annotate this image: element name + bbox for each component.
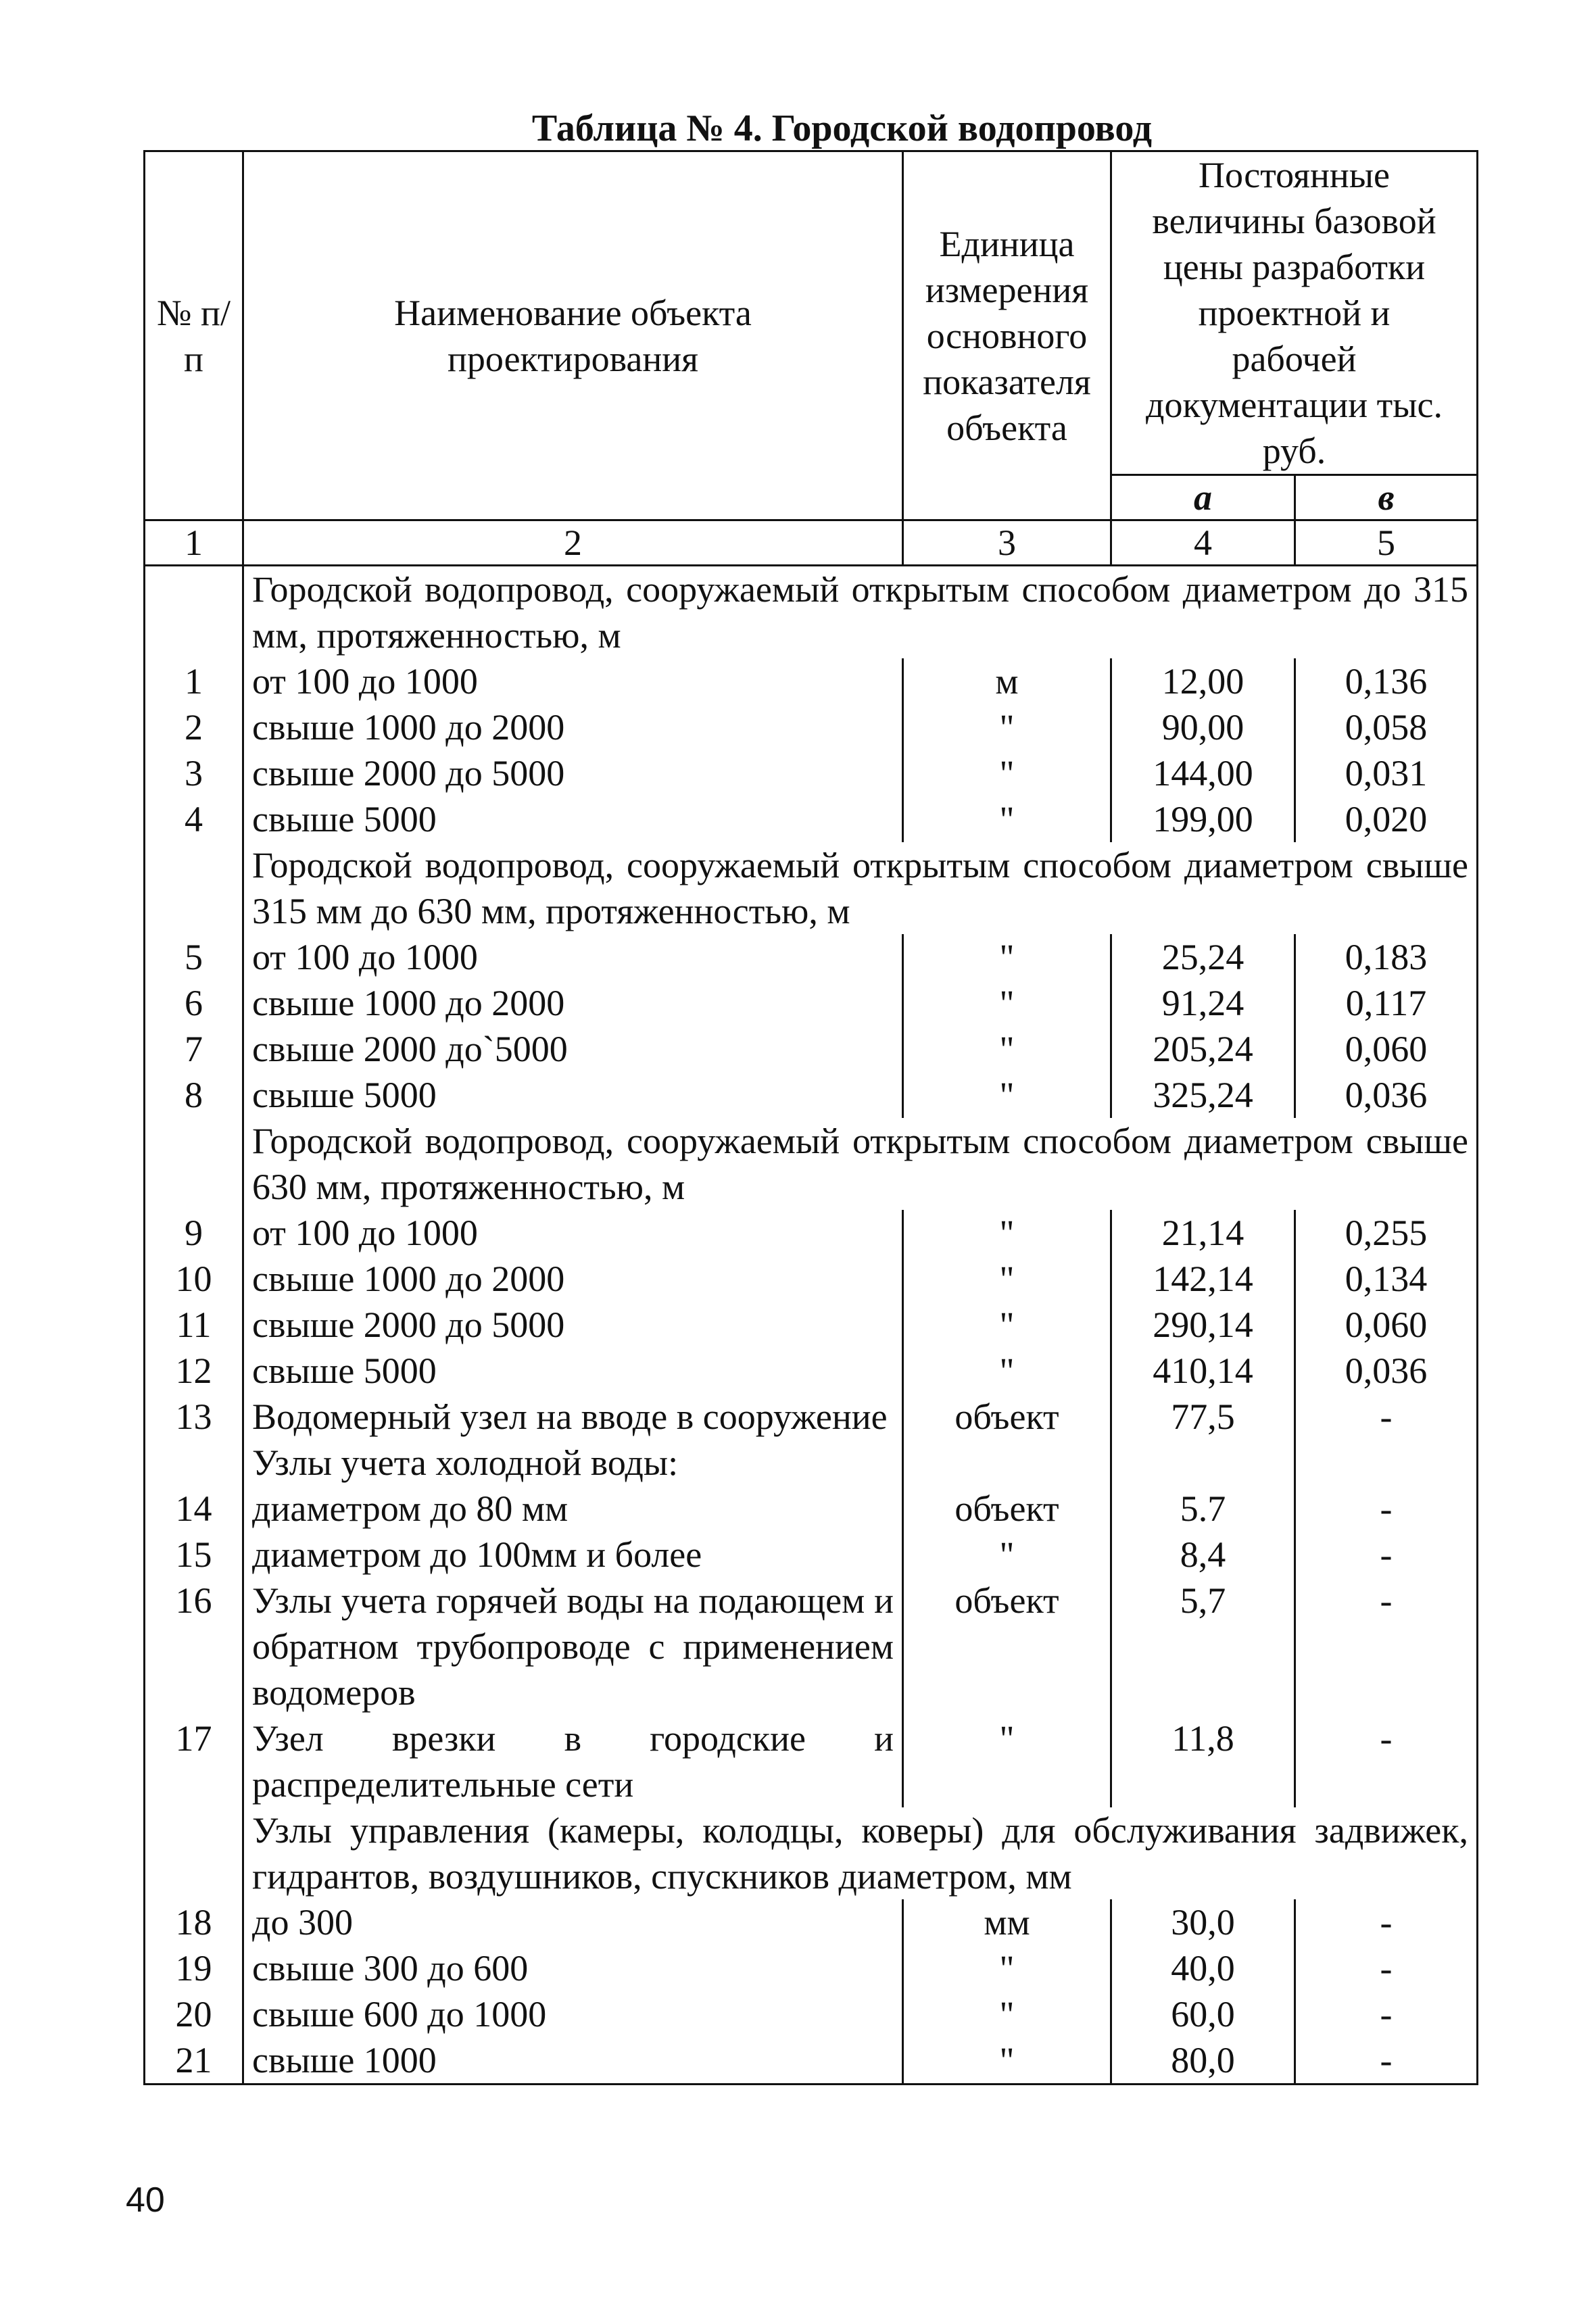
header-unit: Единица измерения основного показателя объекта [903,151,1111,520]
table-row [145,1256,1478,1302]
object-name: Узлы учета горячей воды на подающем и обратном трубопроводе с применением водомеров [243,1578,903,1715]
object-name: от 100 до 1000 [243,1210,903,1256]
water-supply-table [143,150,1478,2085]
header-sub-b: в [1295,475,1478,520]
value-a-cell: 21,14 [1111,1210,1295,1256]
row-number: 6 [145,980,243,1026]
value-a-cell: 25,24 [1111,934,1295,980]
unit-cell: " [903,1945,1111,1991]
object-name: до 300 [243,1899,903,1945]
value-b-cell: - [1295,2037,1478,2085]
unit-cell: " [903,1072,1111,1118]
row-number: 7 [145,1026,243,1072]
row-number: 3 [145,750,243,796]
value-b-cell: 0,020 [1295,796,1478,842]
object-name: свыше 300 до 600 [243,1945,903,1991]
table-row [145,1532,1478,1578]
header-price: Постоянные величины базовой цены разработки проектной и рабочей документации тыс. руб. [1111,151,1478,475]
value-b-cell: 0,036 [1295,1348,1478,1394]
value-a-cell: 5,7 [1111,1578,1295,1715]
value-a-cell: 5.7 [1111,1486,1295,1532]
value-b-cell [1295,1440,1478,1486]
object-name: свыше 1000 [243,2037,903,2085]
unit-cell: " [903,704,1111,750]
table-row [145,750,1478,796]
value-b-cell: 0,060 [1295,1302,1478,1348]
table-row [145,796,1478,842]
value-b-cell: 0,036 [1295,1072,1478,1118]
unit-cell: " [903,2037,1111,2085]
object-name: диаметром до 100мм и более [243,1532,903,1578]
row-number: 17 [145,1715,243,1807]
unit-cell: " [903,796,1111,842]
row-number: 11 [145,1302,243,1348]
object-name: свыше 2000 до 5000 [243,1302,903,1348]
row-number: 15 [145,1532,243,1578]
group-header-text: Городской водопровод, сооружаемый открытым способом диаметром свыше 315 мм до 630 мм, протяженностью, м [243,842,1478,934]
row-number: 21 [145,2037,243,2085]
object-name: свыше 600 до 1000 [243,1991,903,2037]
value-b-cell: 0,031 [1295,750,1478,796]
object-name: свыше 1000 до 2000 [243,980,903,1026]
value-b-cell: - [1295,1715,1478,1807]
col-number-5: 5 [1295,520,1478,566]
row-number-empty [145,1118,243,1210]
row-number: 5 [145,934,243,980]
group-header-row [145,1807,1478,1899]
value-a-cell: 90,00 [1111,704,1295,750]
object-name: свыше 5000 [243,796,903,842]
value-b-cell: - [1295,1486,1478,1532]
unit-cell: объект [903,1394,1111,1440]
group-header-row [145,842,1478,934]
value-b-cell: 0,060 [1295,1026,1478,1072]
unit-cell: " [903,934,1111,980]
value-b-cell: - [1295,1899,1478,1945]
col-number-2: 2 [243,520,903,566]
object-name: свыше 2000 до`5000 [243,1026,903,1072]
value-a-cell: 290,14 [1111,1302,1295,1348]
table-title: Таблица № 4. Городской водопровод [531,107,1153,149]
value-a-cell: 144,00 [1111,750,1295,796]
col-number-3: 3 [903,520,1111,566]
value-a-cell: 77,5 [1111,1394,1295,1440]
row-number: 9 [145,1210,243,1256]
table-row [145,1486,1478,1532]
row-number: 12 [145,1348,243,1394]
table-row [145,704,1478,750]
row-number: 8 [145,1072,243,1118]
unit-cell [903,1440,1111,1486]
row-number: 14 [145,1486,243,1532]
unit-cell: " [903,1715,1111,1807]
value-b-cell: 0,183 [1295,934,1478,980]
unit-cell: " [903,1026,1111,1072]
unit-cell: " [903,1256,1111,1302]
unit-cell: объект [903,1578,1111,1715]
value-b-cell: - [1295,1991,1478,2037]
value-b-cell: 0,058 [1295,704,1478,750]
object-name: Водомерный узел на вводе в сооружение [243,1394,903,1440]
header-sub-a: а [1111,475,1295,520]
group-header-row [145,1118,1478,1210]
object-name: свыше 5000 [243,1348,903,1394]
table-row [145,934,1478,980]
table-row [145,1578,1478,1715]
group-header-text: Узлы управления (камеры, колодцы, коверы) для обслуживания задвижек, гидрантов, воздушников, спускников диаметром, мм [243,1807,1478,1899]
table-body [145,566,1478,2085]
row-number: 10 [145,1256,243,1302]
table-row [145,1899,1478,1945]
row-number: 16 [145,1578,243,1715]
object-name: Узел врезки в городские и распределительные сети [243,1715,903,1807]
value-a-cell: 142,14 [1111,1256,1295,1302]
value-b-cell: - [1295,1578,1478,1715]
value-b-cell: 0,134 [1295,1256,1478,1302]
subgroup-row [145,1440,1478,1486]
value-a-cell: 12,00 [1111,658,1295,704]
group-header-row [145,566,1478,659]
col-number-1: 1 [145,520,243,566]
unit-cell: " [903,750,1111,796]
value-a-cell: 40,0 [1111,1945,1295,1991]
object-name: от 100 до 1000 [243,934,903,980]
unit-cell: " [903,1348,1111,1394]
header-name: Наименование объекта проектирования [243,151,903,520]
row-number: 13 [145,1394,243,1440]
row-number: 19 [145,1945,243,1991]
unit-cell: м [903,658,1111,704]
table-row [145,2037,1478,2085]
value-a-cell: 8,4 [1111,1532,1295,1578]
row-number-empty [145,842,243,934]
object-name: от 100 до 1000 [243,658,903,704]
row-number-empty [145,1807,243,1899]
value-a-cell: 205,24 [1111,1026,1295,1072]
table-row [145,1302,1478,1348]
group-header-text: Городской водопровод, сооружаемый открытым способом диаметром свыше 630 мм, протяженностью, м [243,1118,1478,1210]
unit-cell: объект [903,1486,1111,1532]
col-number-4: 4 [1111,520,1295,566]
unit-cell: " [903,1532,1111,1578]
value-b-cell: 0,117 [1295,980,1478,1026]
value-a-cell: 91,24 [1111,980,1295,1026]
value-b-cell: 0,255 [1295,1210,1478,1256]
table-row [145,1348,1478,1394]
unit-cell: " [903,1991,1111,2037]
row-number-empty [145,566,243,659]
value-b-cell: - [1295,1945,1478,1991]
table-row [145,658,1478,704]
header-num: № п/п [145,151,243,520]
object-name: свыше 5000 [243,1072,903,1118]
unit-cell: мм [903,1899,1111,1945]
row-number: 4 [145,796,243,842]
unit-cell: " [903,980,1111,1026]
value-a-cell: 30,0 [1111,1899,1295,1945]
row-number: 2 [145,704,243,750]
table-row [145,1026,1478,1072]
object-name: свыше 2000 до 5000 [243,750,903,796]
value-a-cell: 410,14 [1111,1348,1295,1394]
row-number-empty [145,1440,243,1486]
value-b-cell: - [1295,1394,1478,1440]
table-row [145,1945,1478,1991]
table-row [145,1394,1478,1440]
row-number: 18 [145,1899,243,1945]
table-row [145,1715,1478,1807]
value-a-cell [1111,1440,1295,1486]
value-a-cell: 11,8 [1111,1715,1295,1807]
row-number: 20 [145,1991,243,2037]
value-b-cell: 0,136 [1295,658,1478,704]
table-row [145,1991,1478,2037]
table-row [145,980,1478,1026]
value-a-cell: 199,00 [1111,796,1295,842]
value-a-cell: 80,0 [1111,2037,1295,2085]
object-name: диаметром до 80 мм [243,1486,903,1532]
subgroup-text: Узлы учета холодной воды: [243,1440,903,1486]
object-name: свыше 1000 до 2000 [243,1256,903,1302]
object-name: свыше 1000 до 2000 [243,704,903,750]
unit-cell: " [903,1210,1111,1256]
table-row [145,1210,1478,1256]
group-header-text: Городской водопровод, сооружаемый открытым способом диаметром до 315 мм, протяженностью, м [243,566,1478,659]
value-a-cell: 325,24 [1111,1072,1295,1118]
value-b-cell: - [1295,1532,1478,1578]
page-number: 40 [126,2180,165,2220]
table-row [145,1072,1478,1118]
unit-cell: " [903,1302,1111,1348]
row-number: 1 [145,658,243,704]
value-a-cell: 60,0 [1111,1991,1295,2037]
